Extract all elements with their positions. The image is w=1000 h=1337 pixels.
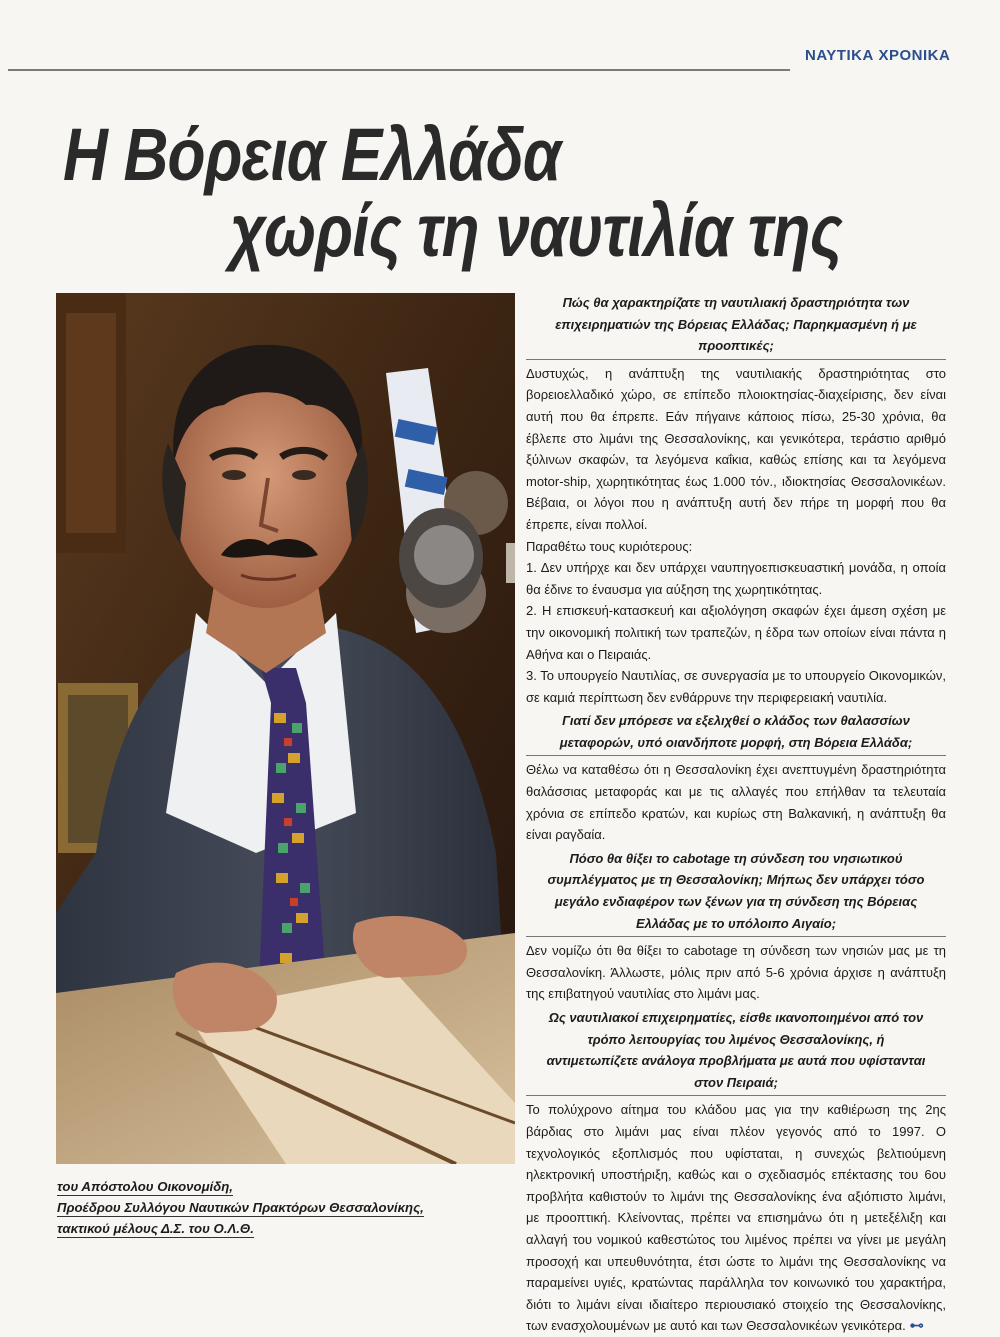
answer-2: Θέλω να καταθέσω ότι η Θεσσαλονίκη έχει ανεπτυγμένη δραστηριότητα θαλάσσιας μεταφοράς και με τις αλλαγές που επήλθαν τα τελευταία χρόνια σε επίπεδο κρατών, και κυρίως στη Βαλκανική, η ανάπτυξη θα είναι ραγδαία. <box>526 762 946 843</box>
answer-1-intro: Παραθέτω τους κυριότερους: <box>526 538 693 554</box>
portrait-photo <box>56 293 515 1164</box>
question-1: Πώς θα χαρακτηρίζατε τη ναυτιλιακή δραστηριότητα των επιχειρηματιών της Βόρειας Ελλάδας; Παρηκμασμένη ή με προοπτικές; <box>555 295 917 354</box>
headline-line-1: Η Βόρεια Ελλάδα <box>63 113 561 196</box>
caption-role: Προέδρου Συλλόγου Ναυτικών Πρακτόρων Θεσσαλονίκης, <box>57 1200 424 1215</box>
answer-1-point-2: 2. Η επισκευή-κατασκευή και αξιολόγηση σκαφών έχει άμεση σχέση με την οικονομική πολιτική των τραπεζών, η έδρα των οποίων είναι πάντα η Αθήνα και ο Πειραιάς. <box>526 603 946 662</box>
question-3: Πόσο θα θίξει το cabotage τη σύνδεση του νησιωτικού συμπλέγματος με τη Θεσσαλονίκη; Μήπως δεν υπάρχει τόσο μεγάλο ενδιαφέρον των ξένων για τη σύνδεση της Βόρειας Ελλάδας με το υπόλοιπο Αιγαίο; <box>547 850 925 931</box>
answer-4 <box>526 1099 946 1337</box>
question-divider <box>526 936 946 937</box>
caption-membership: τακτικού μέλους Δ.Σ. του Ο.Λ.Θ. <box>57 1221 254 1236</box>
end-of-article-icon: ⊷ <box>909 1317 924 1334</box>
caption-author: του Απόστολου Οικονομίδη, <box>57 1179 233 1194</box>
question-divider <box>526 755 946 756</box>
answer-3: Δεν νομίζω ότι θα θίξει το cabotage τη σύνδεση των νησιών μας με τη Θεσσαλονίκη. Άλλωστε, μόλις πριν από 5-6 χρόνια άρχισε η ανάπτυξη της επιβατηγού ναυτιλίας στο λιμάνι μας. <box>526 943 946 1002</box>
question-divider <box>526 359 946 360</box>
header-rule <box>8 69 790 71</box>
author-caption <box>57 1179 517 1242</box>
question-2: Γιατί δεν μπόρεσε να εξελιχθεί ο κλάδος των θαλασσίων μεταφορών, υπό οιανδήποτε μορφή, στη Βόρεια Ελλάδα; <box>559 713 913 750</box>
answer-1: Δυστυχώς, η ανάπτυξη της ναυτιλιακής δραστηριότητας στο βορειοελλαδικό χώρο, σε επίπεδο πλοιοκτησίας-διαχείρισης, δεν είναι αυτή που θα έπρεπε. Εάν πήγαινε κάποιος πίσω, 25-30 χρόνια, θα έβλεπε στο λιμάνι της Θεσσαλονίκης, και γενικότερα, τεράστιο αριθμό ξύλινων σκαφών, τα λεγόμενα καΐκια, καθώς επίσης και τα λεγόμενα motor-ship, χωρητικότητας έως 1.000 τόν., ιδιοκτησίας Θεσσαλονικέων. Βέβαια, οι λόγοι που η ανάπτυξη αυτή δεν πήρε τη μορφή που θα έπρεπε, είναι πολλοί. <box>526 365 946 532</box>
answer-4-text: Το πολύχρονο αίτημα του κλάδου μας για την καθιέρωση της 2ης βάρδιας στο λιμάνι μας είναι πλέον γεγονός από το 1997. Ο τεχνολογικός εξοπλισμός που υφίσταται, η συνεχώς βελτιούμενη ηλεκτρονική υποστήριξη, καθώς και ο σχεδιασμός επέκτασης του 6ου προβλήτα καθιστούν το λιμάνι της Θεσσαλονίκης ένα αξιόπιστο λιμάνι, με προοπτική. Κλείνοντας, πρέπει να επισημάνω ότι η μετεξέλιξη και αλλαγή του νομικού καθεστώτος του λιμένος πρέπει να γίνει με μεγάλη προσοχή και υπευθυνότητα, έτσι ώστε το λιμάνι της Θεσσαλονίκης να παραμείνει υγιές, κρατώντας παράλληλα τον κοινωνικό του χαρακτήρα, διότι το λιμάνι είναι ιδιαίτερο περιουσιακό στοιχείο της Θεσσαλονίκης, των ενασχολουμένων με αυτό και των Θεσσαλονικέων γενικότερα. <box>526 1102 946 1334</box>
section-name: ΝΑΥΤΙΚΑ ΧΡΟΝΙΚΑ <box>805 47 951 64</box>
question-divider <box>526 1095 946 1096</box>
answer-1-point-3: 3. Το υπουργείο Ναυτιλίας, σε συνεργασία με το υπουργείο Οικονομικών, σε καμιά περίπτωση δεν ενθάρρυνε την περιφερειακή ναυτιλία. <box>526 668 946 705</box>
question-4: Ως ναυτιλιακοί επιχειρηματίες, είσθε ικανοποιημένοι από τον τρόπο λειτουργίας του λιμένος Θεσσαλονίκης, ή αντιμετωπίζετε ανάλογα προβλήματα με αυτά που υφίστανται στον Πειραιά; <box>546 1010 926 1090</box>
answer-1-point-1: 1. Δεν υπήρχε και δεν υπάρχει ναυπηγοεπισκευαστική μονάδα, η οποία θα έδινε το έναυσμα για αύξηση της χωρητικότητας. <box>526 560 946 597</box>
interview-article <box>526 292 946 1337</box>
headline-line-2: χωρίς τη ναυτιλία της <box>230 189 842 272</box>
